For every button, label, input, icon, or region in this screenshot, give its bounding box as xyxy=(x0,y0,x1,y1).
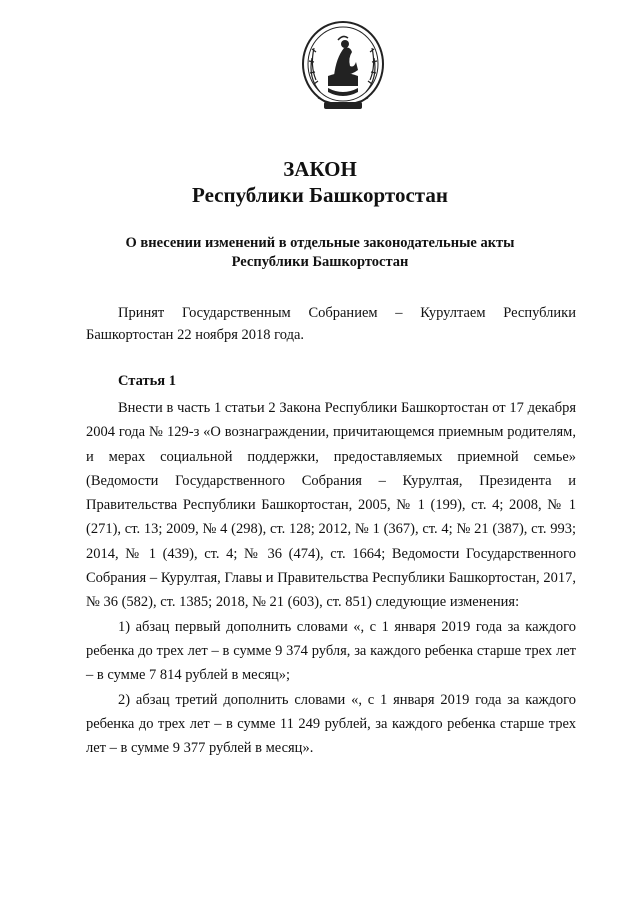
law-title-line2: Республики Башкортостан xyxy=(192,183,448,207)
adoption-statement: Принят Государственным Собранием – Курултаем Республики Башкортостан 22 ноября 2018 года. xyxy=(86,305,576,343)
law-title xyxy=(0,156,640,208)
subtitle-line2: Республики Башкортостан xyxy=(231,254,409,270)
amendment-item-2: 2) абзац третий дополнить словами «, с 1 января 2019 года за каждого ребенка до трех лет – в сумме 11 249 рублей, за каждого ребенка старше трех лет – в сумме 9 377 рублей в месяц». xyxy=(86,691,576,757)
article-paragraph: Внести в часть 1 статьи 2 Закона Республики Башкортостан от 17 декабря 2004 года № 129-з «О вознаграждении, причитающемся приемным родителям, и мерах социальной поддержки, предоставляемых приемной семье» (Ведомости Государственного Собрания – Курултая, Президента и Правительства Республики Башкортостан, 2005, № 1 (199), ст. 4; 2008, № 1 (271), ст. 13; 2009, № 4 (298), ст. 128; 2012, № 1 (367), ст. 4; № 21 (387), ст. 993; 2014, № 1 (439), ст. 4; № 36 (474), ст. 1664; Ведомости Государственного Собрания – Курултая, Главы и Правительства Республики Башкортостан, 2017, № 36 (582), ст. 1385; 2018, № 21 (603), ст. 851) следующие изменения: xyxy=(86,400,576,611)
article-heading: Статья 1 xyxy=(118,373,176,389)
law-subtitle xyxy=(0,234,640,272)
article-body xyxy=(86,396,576,760)
law-title-line1: ЗАКОН xyxy=(283,157,357,181)
coat-of-arms-emblem xyxy=(298,18,388,116)
subtitle-line1: О внесении изменений в отдельные законодательные акты xyxy=(125,235,515,251)
amendment-item-1: 1) абзац первый дополнить словами «, с 1 января 2019 года за каждого ребенка до трех лет – в сумме 9 374 рубля, за каждого ребенка старше трех лет – в сумме 7 814 рублей в месяц»; xyxy=(86,618,576,684)
